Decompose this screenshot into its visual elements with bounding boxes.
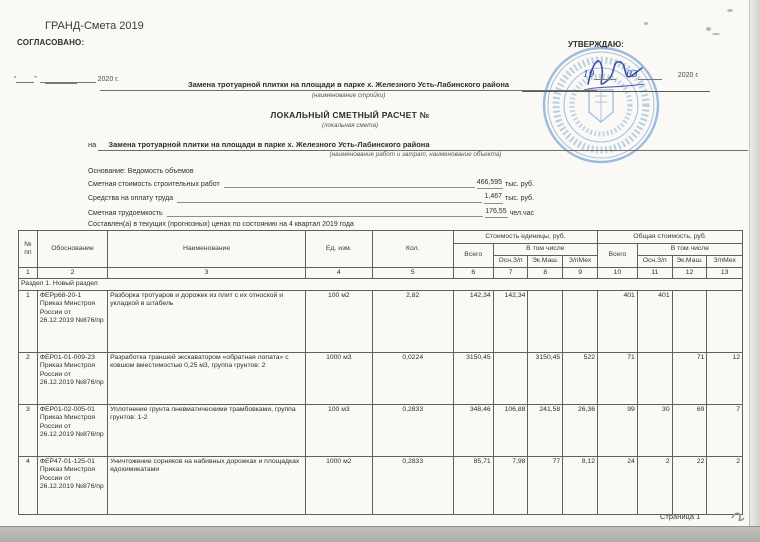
basis-note: Составлен(а) в текущих (прогнозных) ценах по состоянию на 4 квартал 2019 года — [88, 221, 354, 229]
table-row — [19, 404, 743, 456]
total-cell: 99 — [597, 404, 637, 456]
na-label: на — [88, 140, 97, 149]
scan-edge-bottom — [0, 526, 760, 542]
osn-cell: 30 — [637, 404, 672, 456]
app-title: ГРАНД-Смета 2019 — [45, 20, 144, 32]
col-number: 3 — [108, 268, 306, 279]
basis-value: 1,467 — [484, 192, 503, 203]
mash-cell: 69 — [672, 404, 707, 456]
col-header-qty: Кол. — [372, 231, 453, 268]
order-ref: Приказ Минстроя России от 26.12.2019 №876/пр — [39, 466, 104, 491]
norm-code: ФЕР01-01-009-23 — [39, 353, 95, 361]
col-number: 11 — [637, 268, 672, 279]
scan-speck — [712, 33, 720, 35]
work-name-cell: Уничтожение сорняков на набивных дорожках и площадках ядохимикатами — [108, 456, 306, 514]
table-row — [19, 290, 743, 352]
row-num: 2 — [19, 352, 38, 404]
col-header-total-cost: Общая стоимость, руб. — [597, 231, 742, 244]
row-num: 4 — [19, 456, 38, 514]
col-number: 2 — [37, 268, 107, 279]
basis-value: 466,595 — [477, 178, 503, 189]
col-header-including: В том числе — [493, 244, 597, 256]
justification-cell — [37, 404, 107, 456]
unit-cell: 1000 м2 — [305, 456, 372, 514]
unit-cell: 100 м2 — [305, 290, 372, 352]
col-number: 10 — [597, 268, 637, 279]
norm-code: ФЕР47-01-125-01 — [39, 457, 95, 465]
order-ref: Приказ Минстроя России от 26.12.2019 №876/пр — [39, 300, 104, 325]
order-ref: Приказ Минстроя России от 26.12.2019 №876/пр — [39, 362, 104, 387]
order-ref: Приказ Минстроя России от 26.12.2019 №876/пр — [39, 414, 104, 439]
approved-year: 2020 г. — [677, 72, 699, 79]
total-cell: 71 — [597, 352, 637, 404]
table-row — [19, 456, 743, 514]
work-name-cell: Уплотнение грунта пневматическими трамбовками, группа грунтов: 1-2 — [108, 404, 306, 456]
unit-mash-cell: 241,58 — [528, 404, 563, 456]
project-name: Замена тротуарной плитки на площади в парке х. Железного Усть-Лабинского района — [100, 80, 597, 91]
mash-cell — [672, 290, 707, 352]
table-row — [19, 352, 743, 404]
total-cell: 401 — [597, 290, 637, 352]
project-caption: (наименование стройки) — [311, 92, 386, 99]
col-header-num: № пп — [19, 231, 38, 268]
unit-mash-cell — [528, 290, 563, 352]
basis-line: Основание: Ведомость объемов — [88, 168, 194, 175]
col-number: 8 — [528, 268, 563, 279]
hand-day: 19 — [583, 70, 595, 80]
object-caption: (наименование работ и затрат, наименование объекта) — [329, 151, 502, 158]
unit-cell: 100 м3 — [305, 404, 372, 456]
col-header-unit-cost: Стоимость единицы, руб. — [453, 231, 597, 244]
col-header-osn: Осн.З/п — [637, 256, 672, 268]
justification-cell — [37, 456, 107, 514]
mash-cell: 71 — [672, 352, 707, 404]
unit-mech-cell: 522 — [563, 352, 598, 404]
unit-cell: 1000 м3 — [305, 352, 372, 404]
unit-osn-cell — [493, 352, 528, 404]
qty-cell: 0,2833 — [372, 404, 453, 456]
row-num: 3 — [19, 404, 38, 456]
unit-mech-cell: 8,12 — [563, 456, 598, 514]
object-name: Замена тротуарной плитки на площади в парке х. Железного Усть-Лабинского района — [98, 140, 748, 151]
work-name-cell: Разборка тротуаров и дорожек из плит с их отноской и укладкой в штабель — [108, 290, 306, 352]
unit-osn-cell: 142,34 — [493, 290, 528, 352]
col-number: 5 — [372, 268, 453, 279]
norm-code: ФЕРр68-20-1 — [39, 291, 82, 299]
mech-cell — [707, 290, 743, 352]
basis-value: 176,55 — [485, 207, 507, 218]
qty-cell: 2,82 — [372, 290, 453, 352]
mech-cell: 12 — [707, 352, 743, 404]
mech-cell: 7 — [707, 404, 743, 456]
col-header-total: Всего — [597, 244, 637, 268]
col-header-mash: Эк.Маш. — [528, 256, 563, 268]
basis-row: Средства на оплату труда 1,467 тыс. руб. — [88, 193, 534, 203]
col-header-mash: Эк.Маш. — [672, 256, 707, 268]
col-header-name: Наименование — [108, 231, 306, 268]
doc-title: ЛОКАЛЬНЫЙ СМЕТНЫЙ РАСЧЕТ № — [270, 110, 430, 120]
col-header-including: В том числе — [637, 244, 742, 256]
hand-month: 03 — [626, 70, 638, 80]
scan-mark-icon — [730, 508, 746, 524]
col-header-unit: Ед. изм. — [305, 231, 372, 268]
col-header-mech: З/пМех — [707, 256, 743, 268]
estimate-table — [18, 230, 743, 515]
justification-cell — [37, 352, 107, 404]
col-number: 12 — [672, 268, 707, 279]
unit-total-cell: 85,71 — [453, 456, 493, 514]
col-header-justification: Обоснование — [37, 231, 107, 268]
unit-osn-cell: 7,98 — [493, 456, 528, 514]
approved-label: УТВЕРЖДАЮ: — [568, 40, 624, 49]
mech-cell: 2 — [707, 456, 743, 514]
scan-speck — [706, 27, 711, 31]
row-num: 1 — [19, 290, 38, 352]
scan-edge-right — [749, 0, 760, 542]
unit-total-cell: 348,46 — [453, 404, 493, 456]
col-number: 7 — [493, 268, 528, 279]
agreed-label: СОГЛАСОВАНО: — [17, 38, 85, 47]
unit-total-cell: 3150,45 — [453, 352, 493, 404]
scan-speck — [644, 22, 648, 25]
osn-cell: 2 — [637, 456, 672, 514]
qty-cell: 0,2833 — [372, 456, 453, 514]
col-number: 9 — [563, 268, 598, 279]
unit-mash-cell: 3150,45 — [528, 352, 563, 404]
col-header-mech: З/пМех — [563, 256, 598, 268]
total-cell: 24 — [597, 456, 637, 514]
section-title: Раздел 1. Новый раздел — [19, 279, 743, 290]
scan-speck — [727, 9, 733, 12]
object-row — [88, 140, 743, 151]
osn-cell — [637, 352, 672, 404]
page-number: Страница 1 — [660, 512, 701, 521]
basis-row: Сметная трудоемкость 176,55 чел.час — [88, 207, 534, 217]
agreed-date-line: “ ” 2020 г. — [14, 76, 119, 83]
basis-block — [88, 168, 534, 228]
norm-code: ФЕР01-02-005-01 — [39, 405, 95, 413]
col-number: 4 — [305, 268, 372, 279]
work-name-cell: Разработка траншей экскаватором «обратная лопата» с ковшом вместимостью 0,25 м3, группа грунтов: 2 — [108, 352, 306, 404]
col-number: 6 — [453, 268, 493, 279]
qty-cell: 0,0224 — [372, 352, 453, 404]
basis-row: Сметная стоимость строительных работ 466,595 тыс. руб. — [88, 179, 534, 189]
mash-cell: 22 — [672, 456, 707, 514]
col-header-total: Всего — [453, 244, 493, 268]
doc-subtitle: (локальная смета) — [321, 122, 379, 129]
unit-mech-cell — [563, 290, 598, 352]
unit-osn-cell: 106,88 — [493, 404, 528, 456]
osn-cell: 401 — [637, 290, 672, 352]
col-number: 13 — [707, 268, 743, 279]
col-number: 1 — [19, 268, 38, 279]
approved-date-line — [583, 70, 699, 80]
unit-total-cell: 142,34 — [453, 290, 493, 352]
unit-mash-cell: 77 — [528, 456, 563, 514]
unit-mech-cell: 26,36 — [563, 404, 598, 456]
col-header-osn: Осн.З/п — [493, 256, 528, 268]
justification-cell — [37, 290, 107, 352]
